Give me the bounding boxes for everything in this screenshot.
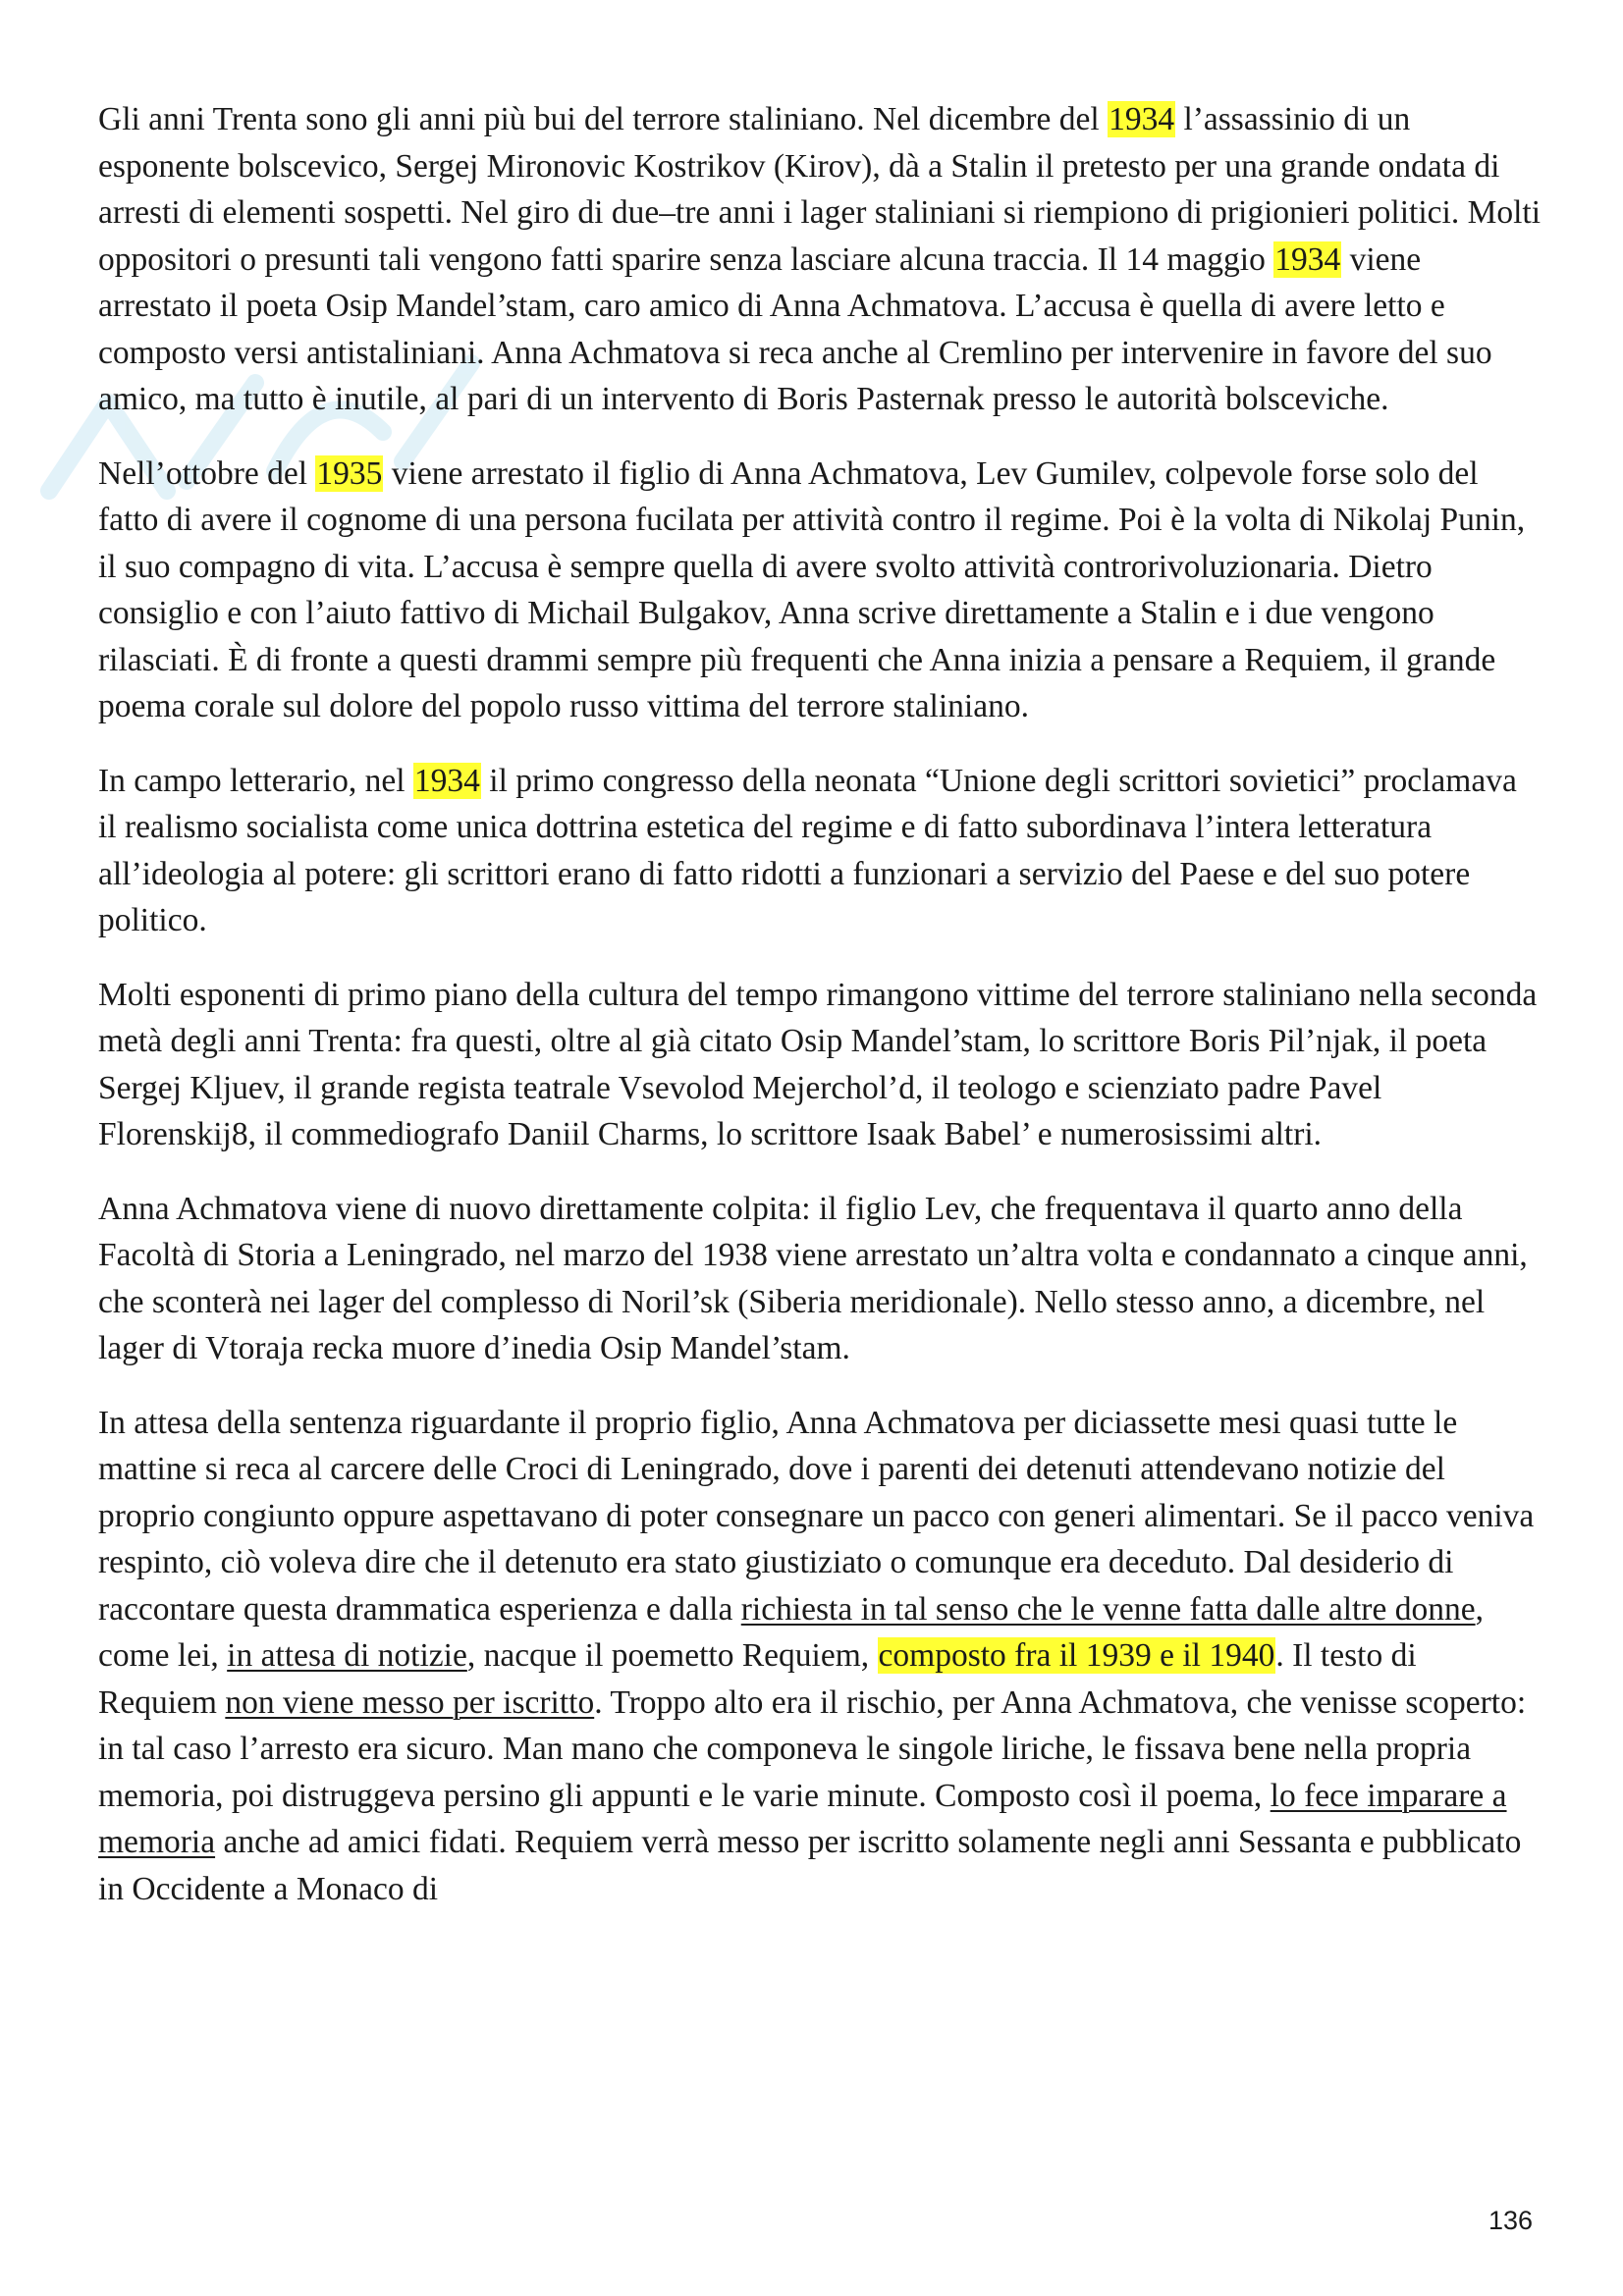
highlighted-text: 1934 bbox=[413, 762, 480, 799]
text-run: , nacque il poemetto Requiem, bbox=[466, 1637, 878, 1674]
document-body bbox=[98, 96, 1542, 1940]
text-run: Anna Achmatova viene di nuovo direttamente colpita: il figlio Lev, che frequentava il quarto anno della Facoltà di Storia a Leningrado, nel marzo del 1938 viene arrestato un’altra volta e condannato a cinque anni, che sconterà nei lager del complesso di Noril’sk (Siberia meridionale). Nello stesso anno, a dicembre, nel lager di Vtoraja recka muore d’inedia Osip Mandel’stam. bbox=[98, 1190, 1528, 1366]
text-run: viene arrestato il poeta Osip Mandel’stam, caro amico di Anna Achmatova. L’accusa è quella di avere letto e composto versi antistaliniani. Anna Achmatova si reca anche al Cremlino per intervenire in favore del suo amico, ma tutto è inutile, al pari di un intervento di Boris Pasternak presso le autorità bolsceviche. bbox=[98, 240, 1492, 417]
paragraph bbox=[98, 451, 1542, 730]
paragraph bbox=[98, 1400, 1542, 1913]
underlined-text: non viene messo per iscritto bbox=[225, 1683, 595, 1721]
text-run: . Il testo di Requiem bbox=[98, 1637, 1417, 1721]
underlined-text: in attesa di notizie bbox=[227, 1637, 467, 1674]
text-run: Gli anni Trenta sono gli anni più bui del terrore staliniano. Nel dicembre del bbox=[98, 101, 1109, 137]
underlined-text: richiesta in tal senso che le venne fatta dalle altre donne bbox=[740, 1590, 1476, 1628]
underlined-text: lo fece imparare a memoria bbox=[98, 1777, 1507, 1860]
paragraph bbox=[98, 758, 1542, 944]
text-run: anche ad amici fidati. Requiem verrà messo per iscritto solamente negli anni Sessanta e pubblicato in Occidente a Monaco di bbox=[98, 1824, 1522, 1907]
text-run: , come lei, bbox=[98, 1590, 1484, 1674]
highlighted-text: 1935 bbox=[316, 454, 383, 492]
text-run: In attesa della sentenza riguardante il proprio figlio, Anna Achmatova per diciassette mesi quasi tutte le mattine si reca al carcere delle Croci di Leningrado, dove i parenti dei detenuti attendevano notizie del proprio congiunto oppure aspettavano di poter consegnare un pacco con generi alimentari. Se il pacco veniva respinto, ciò voleva dire che il detenuto era stato giustiziato o comunque era deceduto. Dal desiderio di raccontare questa drammatica esperienza e dalla bbox=[98, 1404, 1535, 1628]
text-run: In campo letterario, nel bbox=[98, 762, 413, 799]
paragraph bbox=[98, 972, 1542, 1158]
page-number: 136 bbox=[1488, 2206, 1533, 2235]
text-run: viene arrestato il figlio di Anna Achmatova, Lev Gumilev, colpevole forse solo del fatto di avere il cognome di una persona fucilata per attività contro il regime. Poi è la volta di Nikolaj Punin, il suo compagno di vita. L’accusa è sempre quella di avere svolto attività controrivoluzionaria. Dietro consiglio e con l’aiuto fattivo di Michail Bulgakov, Anna scrive direttamente a Stalin e i due vengono rilasciati. È di fronte a questi drammi sempre più frequenti che Anna inizia a pensare a Requiem, il grande poema corale sul dolore del popolo russo vittima del terrore staliniano. bbox=[98, 454, 1526, 724]
text-run: . Troppo alto era il rischio, per Anna Achmatova, che venisse scoperto: in tal caso l’arresto era sicuro. Man mano che componeva le singole liriche, le fissava bene nella propria memoria, poi distruggeva persino gli appunti e le varie minute. Composto così il poema, bbox=[98, 1683, 1527, 1814]
highlighted-text: composto fra il 1939 e il 1940 bbox=[878, 1637, 1275, 1674]
text-run: l’assassinio di un esponente bolscevico, Sergej Mironovic Kostrikov (Kirov), dà a Stalin il pretesto per una grande ondata di arresti di elementi sospetti. Nel giro di due–tre anni i lager staliniani si riempiono di prigionieri politici. Molti oppositori o presunti tali vengono fatti sparire senza lasciare alcuna traccia. Il 14 maggio bbox=[98, 101, 1542, 278]
text-run: Nell’ottobre del bbox=[98, 454, 316, 492]
highlighted-text: 1934 bbox=[1274, 240, 1341, 278]
paragraph bbox=[98, 1186, 1542, 1372]
highlighted-text: 1934 bbox=[1109, 101, 1175, 137]
paragraph bbox=[98, 96, 1542, 423]
text-run: Molti esponenti di primo piano della cultura del tempo rimangono vittime del terrore staliniano nella seconda metà degli anni Trenta: fra questi, oltre al già citato Osip Mandel’stam, lo scrittore Boris Pil’njak, il poeta Sergej Kljuev, il grande regista teatrale Vsevolod Mejerchol’d, il teologo e scienziato padre Pavel Florenskij8, il commediografo Daniil Charms, lo scrittore Isaak Babel’ e numerosissimi altri. bbox=[98, 976, 1538, 1152]
text-run: il primo congresso della neonata “Unione degli scrittori sovietici” proclamava il realismo socialista come unica dottrina estetica del regime e di fatto subordinava l’intera letteratura all’ideologia al potere: gli scrittori erano di fatto ridotti a funzionari a servizio del Paese e del suo potere politico. bbox=[98, 762, 1517, 938]
